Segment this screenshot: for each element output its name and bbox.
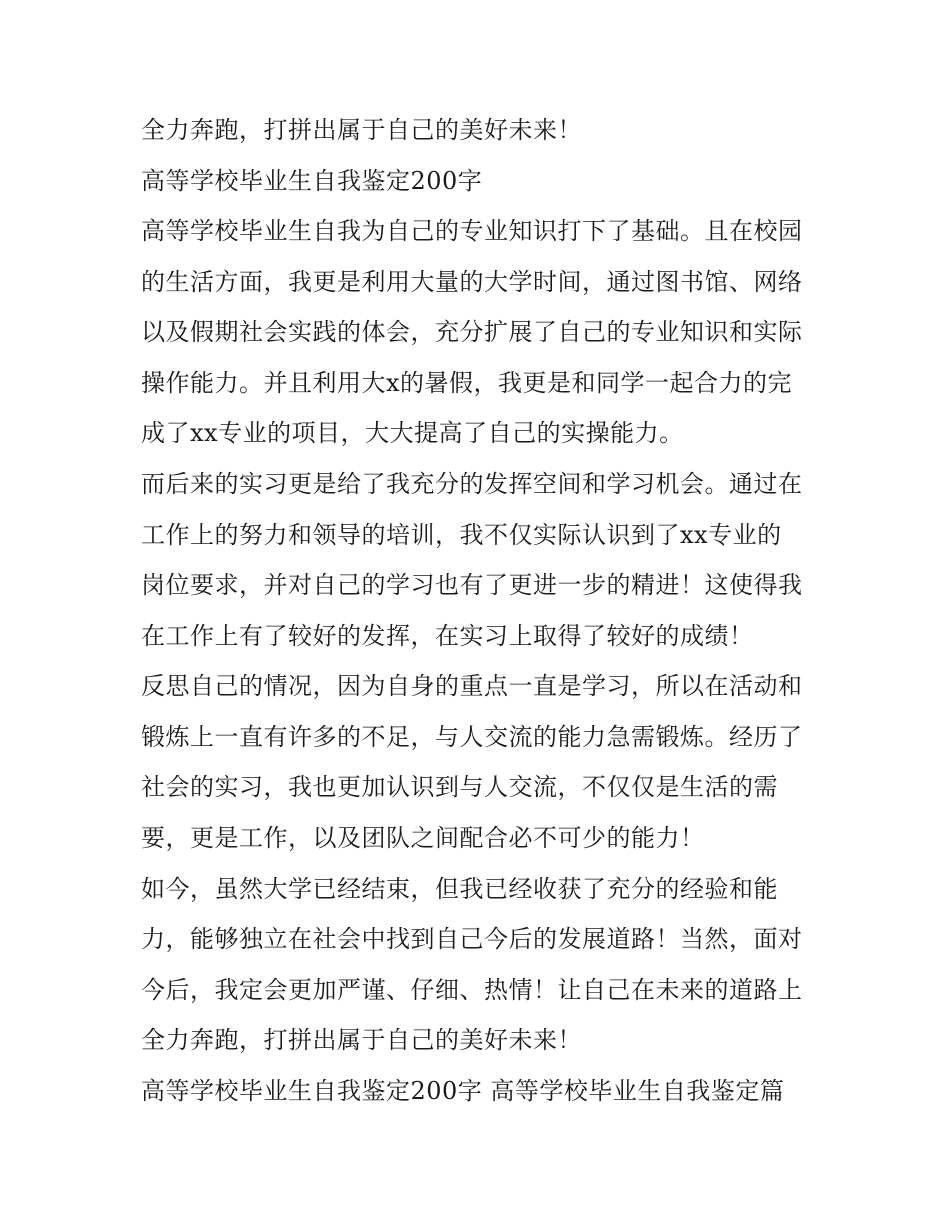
text-line: 的生活方面，我更是利用大量的大学时间，通过图书馆、网络	[141, 268, 803, 296]
text-line: 力，能够独立在社会中找到自己今后的发展道路！当然，面对	[141, 925, 803, 953]
text-line: 今后，我定会更加严谨、仔细、热情！让自己在未来的道路上	[141, 976, 803, 1004]
text-line: 成了xx专业的项目，大大提高了自己的实操能力。	[141, 419, 684, 447]
text-line: 而后来的实习更是给了我充分的发挥空间和学习机会。通过在	[141, 470, 803, 498]
text-line: 以及假期社会实践的体会，充分扩展了自己的专业知识和实际	[141, 318, 803, 346]
text-line: 要，更是工作，以及团队之间配合必不可少的能力！	[141, 824, 705, 852]
text-line: 如今，虽然大学已经结束，但我已经收获了充分的经验和能	[141, 875, 778, 903]
text-line: 全力奔跑，打拼出属于自己的美好未来！	[141, 116, 582, 144]
text-line: 在工作上有了较好的发挥，在实习上取得了较好的成绩！	[141, 622, 754, 650]
text-line: 社会的实习，我也更加认识到与人交流，不仅仅是生活的需	[141, 773, 778, 801]
text-line: 操作能力。并且利用大x的暑假，我更是和同学一起合力的完	[141, 369, 793, 397]
text-line: 全力奔跑，打拼出属于自己的美好未来！	[141, 1026, 582, 1054]
text-line: 工作上的努力和领导的培训，我不仅实际认识到了xx专业的	[141, 521, 782, 549]
text-line: 锻炼上一直有许多的不足，与人交流的能力急需锻炼。经历了	[141, 723, 803, 751]
text-line: 高等学校毕业生自我为自己的专业知识打下了基础。且在校园	[141, 217, 803, 245]
section-heading: 高等学校毕业生自我鉴定200字	[141, 167, 483, 195]
section-heading: 高等学校毕业生自我鉴定200字 高等学校毕业生自我鉴定篇	[141, 1077, 785, 1105]
text-line: 岗位要求，并对自己的学习也有了更进一步的精进！这使得我	[141, 571, 803, 599]
text-line: 反思自己的情况，因为自身的重点一直是学习，所以在活动和	[141, 672, 803, 700]
